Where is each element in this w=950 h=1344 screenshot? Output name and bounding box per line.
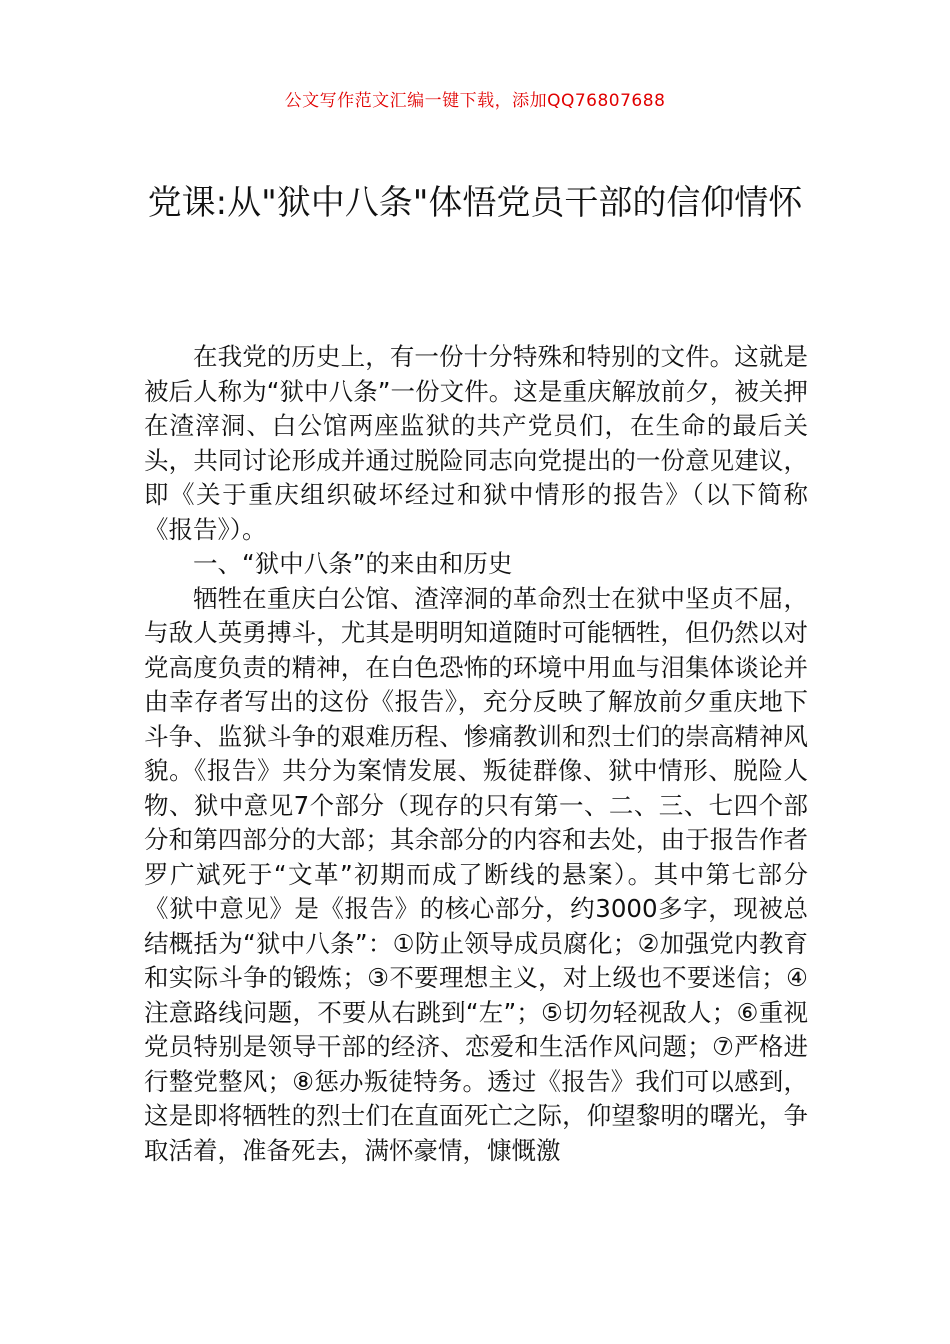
document-body: [144, 340, 808, 1168]
section-heading: 一、“狱中八条”的来由和历史: [193, 549, 513, 578]
paragraph-intro: 在我党的历史上，有一份十分特殊和特别的文件。这就是被后人称为“狱中八条”一份文件。这是重庆解放前夕，被关押在渣滓洞、白公馆两座监狱的共产党员们，在生命的最后关头，共同讨论形成并通过脱险同志向党提出的一份意见建议，即《关于重庆组织破坏经过和狱中情形的报告》（以下简称《报告》）。: [144, 342, 808, 544]
paragraph-history: 牺牲在重庆白公馆、渣滓洞的革命烈士在狱中坚贞不屈，与敌人英勇搏斗，尤其是明明知道随时可能牺牲，但仍然以对党高度负责的精神，在白色恐怖的环境中用血与泪集体谈论并由幸存者写出的这份《报告》，充分反映了解放前夕重庆地下斗争、监狱斗争的艰难历程、惨痛教训和烈士们的崇高精神风貌。《报告》共分为案情发展、叛徒群像、狱中情形、脱险人物、狱中意见7个部分（现存的只有第一、二、三、七四个部分和第四部分的大部；其余部分的内容和去处，由于报告作者罗广斌死于“文革”初期而成了断线的悬案）。其中第七部分《狱中意见》是《报告》的核心部分，约3000多字，现被总结概括为“狱中八条”：①防止领导成员腐化；②加强党内教育和实际斗争的锻炼；③不要理想主义，对上级也不要迷信；④注意路线问题，不要从右跳到“左”；⑤切勿轻视敌人；⑥重视党员特别是领导干部的经济、恋爱和生活作风问题；⑦严格进行整党整风；⑧惩办叛徒特务。透过《报告》我们可以感到，这是即将牺牲的烈士们在直面死亡之际，仰望黎明的曙光，争取活着，准备死去，满怀豪情，慷慨激: [144, 583, 808, 1165]
header-banner: 公文写作范文汇编一键下载，添加QQ76807688: [284, 91, 666, 111]
document-title: 党课:从"狱中八条"体悟党员干部的信仰情怀: [147, 183, 803, 223]
